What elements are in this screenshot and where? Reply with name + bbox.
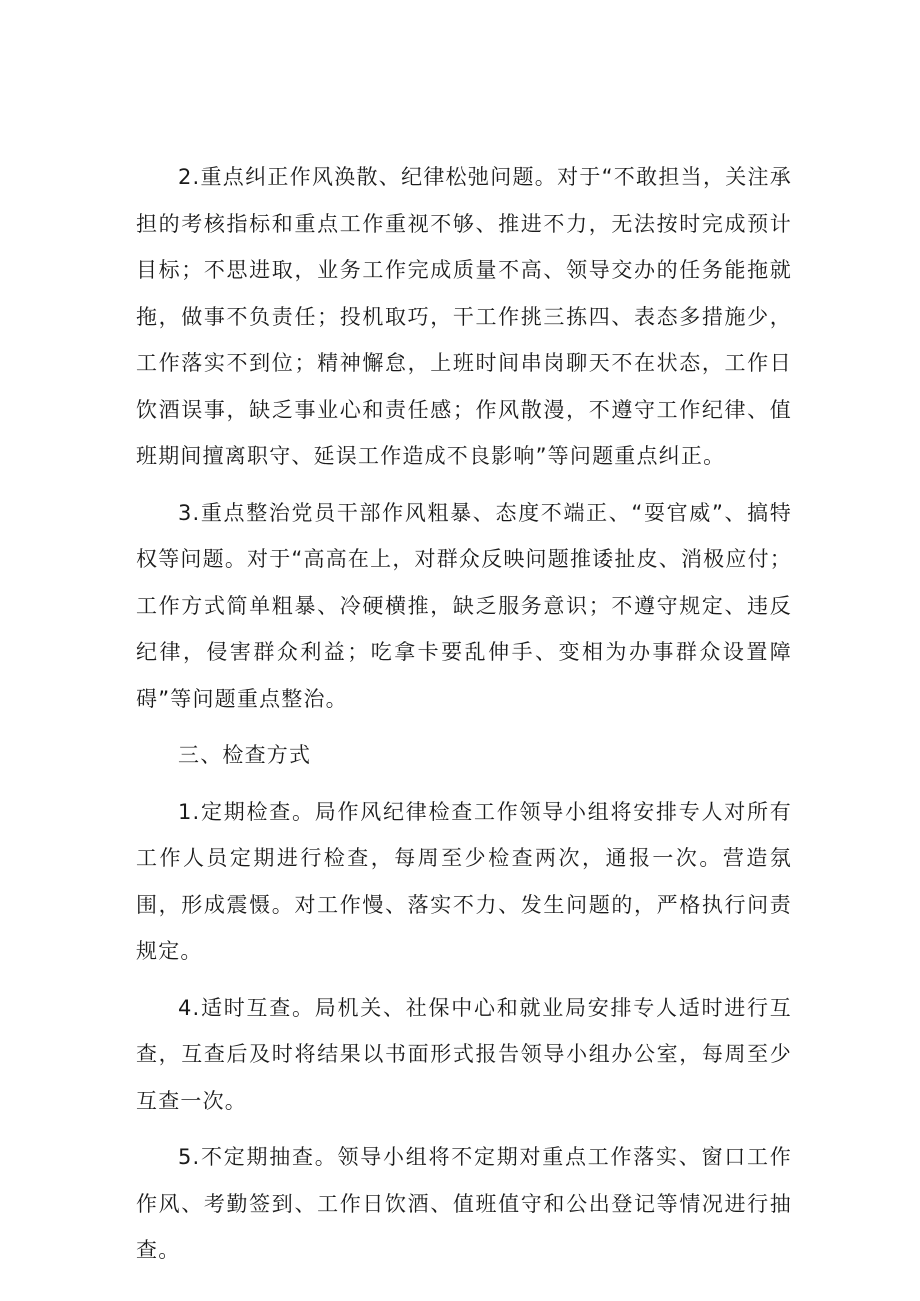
paragraph-gap [136, 779, 792, 789]
paragraph-item-mutual-inspection: 4.适时互查。局机关、社保中心和就业局安排专人适时进行互查，互查后及时将结果以书面形式报告领导小组办公室，每周至少互查一次。 [136, 995, 792, 1113]
paragraph-gap [136, 975, 792, 985]
paragraph-item-2: 2.重点纠正作风涣散、纪律松弛问题。对于“不敢担当，关注承担的考核指标和重点工作重视不够、推进不力，无法按时完成预计目标；不思进取，业务工作完成质量不高、领导交办的任务能拖就拖，做事不负责任；投机取巧，干工作挑三拣四、表态多措施少，工作落实不到位；精神懈怠，上班时间串岗聊天不在状态，工作日饮酒误事，缺乏事业心和责任感；作风散漫，不遵守工作纪律、值班期间擅离职守、延误工作造成不良影响”等问题重点纠正。 [136, 165, 792, 468]
document-body [136, 154, 792, 1274]
paragraph-item-spot-check: 5.不定期抽查。领导小组将不定期对重点工作落实、窗口工作作风、考勤签到、工作日饮酒、值班值守和公出登记等情况进行抽查。 [136, 1145, 792, 1262]
paragraph-item-3: 3.重点整治党员干部作风粗暴、态度不端正、“耍官威”、搞特权等问题。对于“高高在上，对群众反映问题推诿扯皮、消极应付；工作方式简单粗暴、冷硬横推，缺乏服务意识；不遵守规定、违反纪律，侵害群众利益；吃拿卡要乱伸手、变相为办事群众设置障碍”等问题重点整治。 [136, 500, 792, 711]
paragraph-gap [136, 480, 792, 490]
paragraph-gap [136, 722, 792, 732]
paragraph-gap [136, 1124, 792, 1134]
section-heading-inspection-methods: 三、检查方式 [178, 743, 312, 767]
paragraph-item-regular-inspection: 1.定期检查。局作风纪律检查工作领导小组将安排专人对所有工作人员定期进行检查，每周至少检查两次，通报一次。营造氛围，形成震慑。对工作慢、落实不力、发生问题的，严格执行问责规定。 [136, 799, 792, 963]
